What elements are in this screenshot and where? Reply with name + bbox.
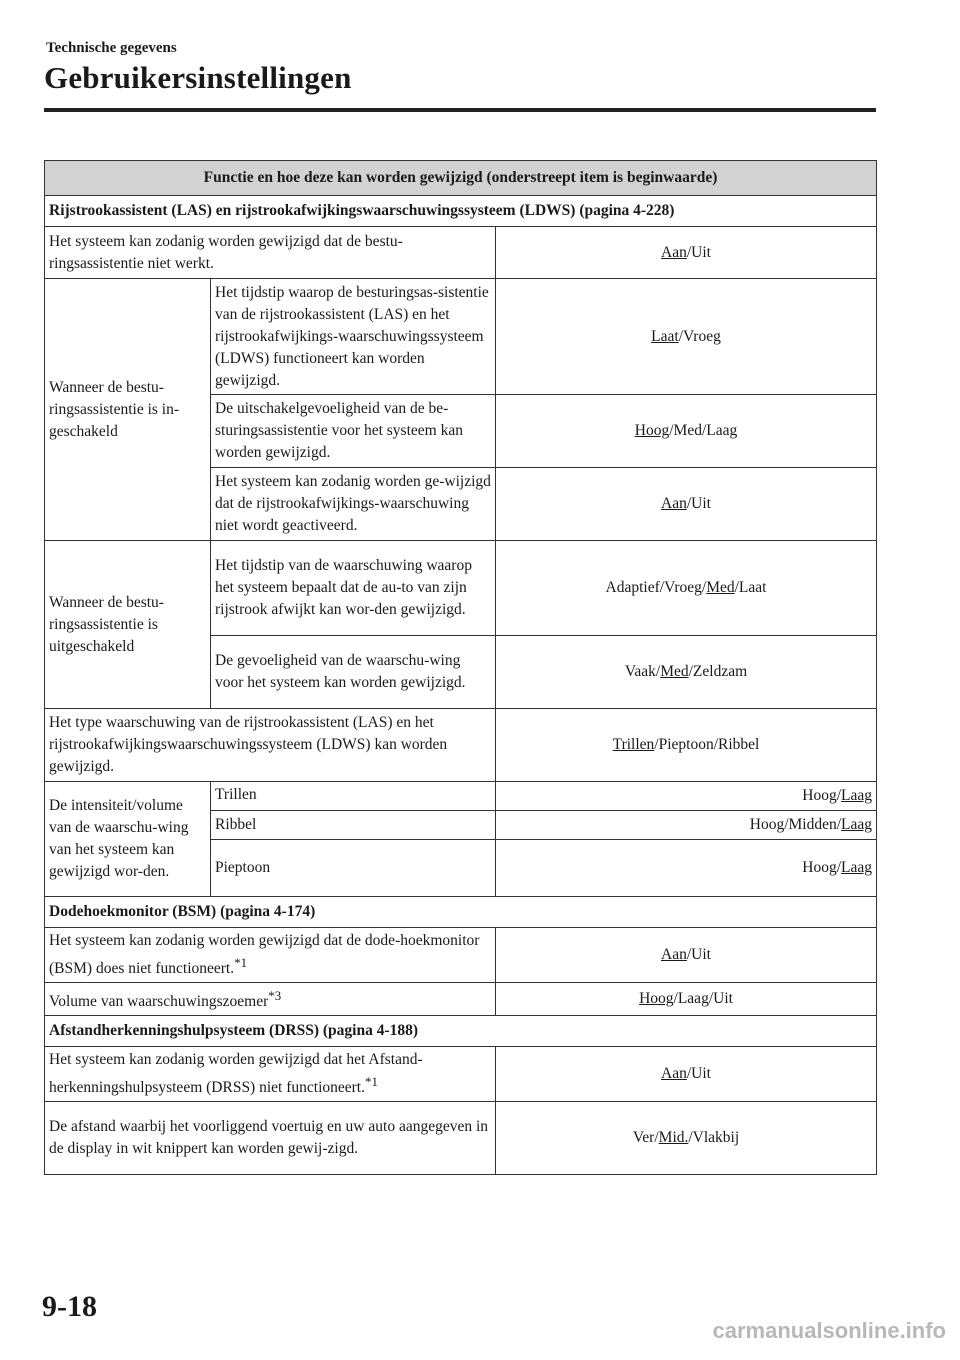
option-values: /Uit bbox=[686, 495, 711, 512]
footnote-marker: *1 bbox=[234, 955, 248, 970]
pieptoon-value bbox=[496, 840, 877, 897]
default-value: Aan bbox=[661, 243, 687, 261]
footnote-marker: *3 bbox=[268, 988, 282, 1004]
option-values: /Uit bbox=[686, 243, 711, 261]
option-values: /Uit bbox=[686, 946, 711, 964]
drss-disable-desc bbox=[45, 1047, 496, 1102]
warning-off-desc: Het systeem kan zodanig worden ge-wijzigd dat de rijstrookafwijkings-waarschuwing niet wordt geactiveerd. bbox=[211, 468, 496, 541]
default-value: Laag bbox=[841, 787, 873, 804]
las-disable-value bbox=[496, 227, 877, 279]
warning-sensitivity-desc: De gevoeligheid van de waarschu-wing voor het systeem kan worden gewijzigd. bbox=[211, 636, 496, 709]
warning-timing-desc: Het tijdstip van de waarschuwing waarop het systeem bepaalt dat de au-to van zijn rijstrook afwijkt kan wor-den gewijzigd. bbox=[211, 541, 496, 636]
ribbel-value bbox=[496, 811, 877, 840]
default-value: Hoog bbox=[634, 422, 670, 439]
timing-value bbox=[496, 279, 877, 395]
default-value: Aan bbox=[661, 1065, 687, 1083]
trillen-value bbox=[496, 782, 877, 811]
option-values: /Zeldzam bbox=[688, 663, 748, 680]
section-label: Technische gegevens bbox=[46, 40, 177, 56]
table-row bbox=[45, 782, 877, 811]
bsm-disable-desc bbox=[45, 928, 496, 983]
trillen-label: Trillen bbox=[211, 782, 496, 811]
default-value: Med bbox=[706, 579, 735, 596]
table-row bbox=[45, 1047, 877, 1102]
page-title: Gebruikersinstellingen bbox=[44, 60, 352, 95]
table-row bbox=[45, 227, 877, 279]
warning-timing-value bbox=[496, 541, 877, 636]
footnote-marker: *1 bbox=[364, 1074, 378, 1090]
default-value: Med bbox=[660, 663, 689, 680]
table-row bbox=[45, 928, 877, 983]
default-value: Laag bbox=[841, 816, 873, 833]
default-value: Trillen bbox=[612, 736, 655, 753]
warning-type-desc: Het type waarschuwing van de rijstrookassistent (LAS) en het rijstrookafwijkingswaarschuwingssysteem (LDWS) kan worden gewijzigd. bbox=[45, 709, 496, 782]
ribbel-label: Ribbel bbox=[211, 811, 496, 840]
warning-sensitivity-value bbox=[496, 636, 877, 709]
pieptoon-label: Pieptoon bbox=[211, 840, 496, 897]
option-values: /Laag/Uit bbox=[673, 990, 733, 1008]
desc-text: Het systeem kan zodanig worden gewijzigd dat het Afstand-herkenningshulpsysteem (DRSS) niet functioneert. bbox=[49, 1051, 423, 1097]
warning-type-value bbox=[496, 709, 877, 782]
table-row bbox=[45, 196, 877, 227]
default-value: Laag bbox=[841, 859, 873, 876]
default-value: Hoog bbox=[639, 990, 674, 1008]
option-values: /Pieptoon/Ribbel bbox=[654, 736, 760, 753]
table-row bbox=[45, 983, 877, 1016]
when-enabled-label: Wanneer de bestu-ringsassistentie is in-geschakeld bbox=[45, 279, 211, 541]
desc-text: Volume van waarschuwingszoemer bbox=[49, 993, 269, 1011]
table-row bbox=[45, 709, 877, 782]
option-values: Ver/ bbox=[632, 1129, 659, 1147]
title-rule bbox=[44, 108, 876, 112]
intensity-label: De intensiteit/volume van de waarschu-wing van het systeem kan gewijzigd wor-den. bbox=[45, 782, 211, 897]
when-disabled-label: Wanneer de bestu-ringsassistentie is uitgeschakeld bbox=[45, 541, 211, 709]
option-values: Hoog/ bbox=[802, 859, 842, 876]
bsm-section-title: Dodehoekmonitor (BSM) (pagina 4-174) bbox=[45, 897, 877, 928]
drss-distance-value bbox=[496, 1102, 877, 1175]
watermark: carmanualsonline.info bbox=[712, 1318, 946, 1343]
table-row bbox=[45, 541, 877, 636]
table-row bbox=[45, 1016, 877, 1047]
option-values: Vaak/ bbox=[624, 663, 661, 680]
page-number: 9-18 bbox=[42, 1290, 97, 1323]
table-header-row bbox=[45, 161, 877, 196]
table-header: Functie en hoe deze kan worden gewijzigd (onderstreept item is beginwaarde) bbox=[45, 161, 877, 196]
table-row bbox=[45, 1102, 877, 1175]
cancel-sensitivity-value bbox=[496, 395, 877, 468]
table-row bbox=[45, 279, 877, 395]
drss-section-title: Afstandherkenningshulpsysteem (DRSS) (pagina 4-188) bbox=[45, 1016, 877, 1047]
bsm-volume-value bbox=[496, 983, 877, 1016]
option-values: /Med/Laag bbox=[669, 422, 738, 439]
option-values: Adaptief/Vroeg/ bbox=[605, 579, 707, 596]
default-value: Mid. bbox=[658, 1129, 689, 1147]
table-row bbox=[45, 897, 877, 928]
desc-text: Het systeem kan zodanig worden gewijzigd dat de dode-hoekmonitor (BSM) does niet functioneert. bbox=[49, 932, 480, 978]
default-value: Aan bbox=[661, 495, 687, 512]
option-values: /Vroeg bbox=[678, 327, 721, 345]
settings-table bbox=[44, 160, 877, 1175]
timing-desc: Het tijdstip waarop de besturingsas-sistentie van de rijstrookassistent (LAS) en het rijstrookafwijkings-waarschuwingssysteem (LDWS) functioneert kan worden gewijzigd. bbox=[211, 279, 496, 395]
las-disable-desc: Het systeem kan zodanig worden gewijzigd dat de bestu-ringsassistentie niet werkt. bbox=[45, 227, 496, 279]
warning-off-value bbox=[496, 468, 877, 541]
drss-distance-desc: De afstand waarbij het voorliggend voertuig en uw auto aangegeven in de display in wit knippert kan worden gewij-zigd. bbox=[45, 1102, 496, 1175]
las-section-title: Rijstrookassistent (LAS) en rijstrookafwijkingswaarschuwingssysteem (LDWS) (pagina 4-228) bbox=[45, 196, 877, 227]
bsm-volume-desc bbox=[45, 983, 496, 1016]
option-values: Hoog/Midden/ bbox=[749, 816, 842, 833]
default-value: Aan bbox=[661, 946, 687, 964]
cancel-sensitivity-desc: De uitschakelgevoeligheid van de be-sturingsassistentie voor het systeem kan worden gewijzigd. bbox=[211, 395, 496, 468]
option-values: Hoog/ bbox=[802, 787, 842, 804]
option-values: /Uit bbox=[686, 1065, 711, 1083]
default-value: Laat bbox=[651, 327, 679, 345]
option-values: /Laat bbox=[734, 579, 767, 596]
option-values: /Vlakbij bbox=[688, 1129, 740, 1147]
bsm-disable-value bbox=[496, 928, 877, 983]
drss-disable-value bbox=[496, 1047, 877, 1102]
